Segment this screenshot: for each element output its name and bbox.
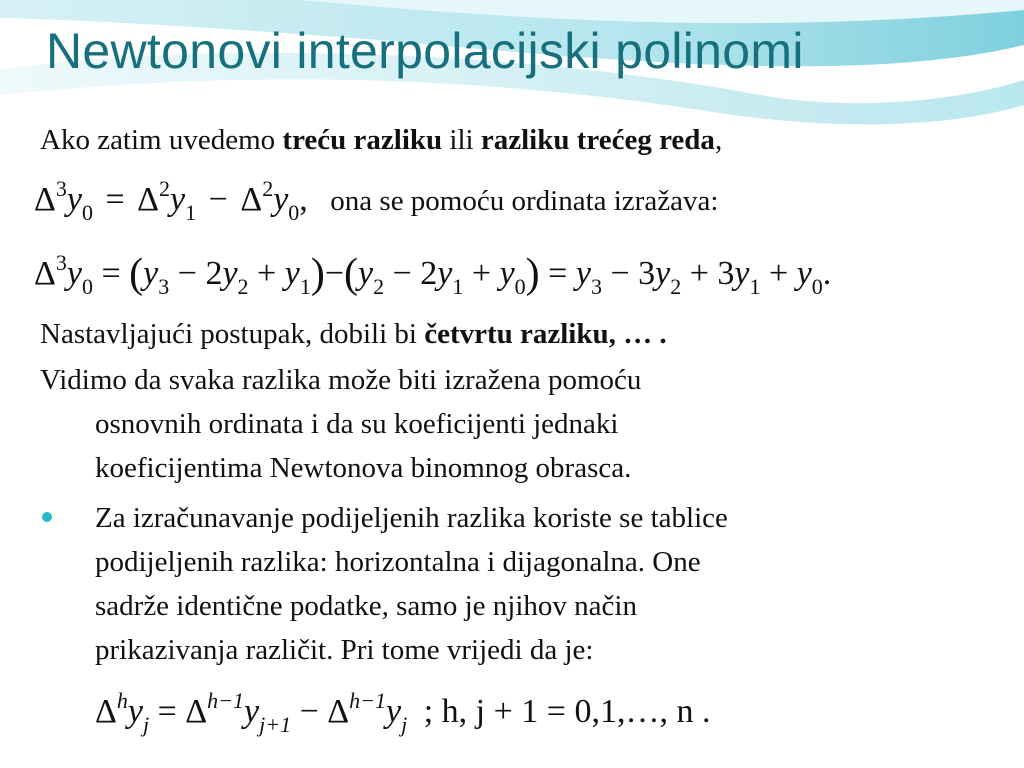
var-y: y <box>655 255 671 292</box>
bold-term-third-difference: treću razliku <box>282 124 443 156</box>
delta-symbol: Δ <box>185 693 208 730</box>
bullet-dot-icon <box>42 512 52 522</box>
coefficient: 2 <box>420 255 438 292</box>
text: Nastavljajući postupak, dobili bi <box>40 318 425 350</box>
slide-body <box>34 118 1000 752</box>
index: 2 <box>237 274 249 299</box>
equals: = <box>157 693 177 730</box>
var-y: y <box>222 255 238 292</box>
var-y: y <box>284 255 300 292</box>
bold-term-fourth-difference: četvrtu razliku <box>424 318 609 350</box>
power: 2 <box>159 176 171 201</box>
minus: − <box>177 255 197 292</box>
index: 1 <box>185 200 197 225</box>
var-y: y <box>796 255 812 292</box>
power: 3 <box>55 176 67 201</box>
index: 0 <box>288 200 300 225</box>
plus: + <box>257 255 277 292</box>
equals: = <box>105 181 125 218</box>
var-y: y <box>499 255 515 292</box>
minus: − <box>610 255 630 292</box>
index: 1 <box>452 274 464 299</box>
var-y: y <box>575 255 591 292</box>
minus: − <box>392 255 412 292</box>
text-line: podijeljenih razlika: horizontalna i dijagonalna. One <box>95 546 701 578</box>
var-y: y <box>66 181 82 218</box>
index: j+1 <box>259 712 292 737</box>
coefficient: 3 <box>717 255 735 292</box>
text-line: koeficijentima Newtonova binomnog obrasca. <box>95 452 632 484</box>
formula-range-text: ; h, j + 1 = 0,1,…, n . <box>423 693 711 730</box>
text-line: Vidimo da svaka razlika može biti izražena pomoću <box>40 364 642 396</box>
text: , … . <box>608 318 667 350</box>
var-y: y <box>143 255 159 292</box>
var-y: y <box>386 693 402 730</box>
coefficient: 2 <box>205 255 223 292</box>
paren: ( <box>344 251 358 297</box>
power: 2 <box>262 176 274 201</box>
bullet-divided-differences <box>40 496 1000 752</box>
index: 0 <box>811 274 823 299</box>
minus: − <box>208 181 228 218</box>
index: j <box>401 712 408 737</box>
var-y: y <box>170 181 186 218</box>
coefficient: 3 <box>638 255 656 292</box>
index: 0 <box>81 200 93 225</box>
paragraph-third-difference <box>40 118 1000 162</box>
delta-symbol: Δ <box>137 181 160 218</box>
plus: + <box>689 255 709 292</box>
var-y: y <box>244 693 260 730</box>
formula-general-difference <box>95 674 1000 752</box>
slide-title: Newtonovi interpolacijski polinomi <box>46 23 804 79</box>
index: 2 <box>670 274 682 299</box>
plus: + <box>769 255 789 292</box>
equals: = <box>548 255 568 292</box>
index: 1 <box>749 274 761 299</box>
var-y: y <box>66 255 82 292</box>
index: 0 <box>81 274 93 299</box>
comma: , <box>299 181 308 218</box>
index: 1 <box>299 274 311 299</box>
delta-symbol: Δ <box>34 255 56 292</box>
delta-symbol: Δ <box>95 693 117 730</box>
var-y: y <box>358 255 374 292</box>
text-line: prikazivanja različit. Pri tome vrijedi da je: <box>95 634 594 666</box>
index: j <box>142 712 150 737</box>
formula-third-difference-expanded <box>34 236 1000 314</box>
formula-third-difference-definition <box>34 162 1000 240</box>
text: Ako zatim uvedemo <box>40 124 283 156</box>
text-line: Za izračunavanje podijeljenih razlika koriste se tablice <box>95 502 728 534</box>
bold-term-third-order-difference: razliku trećeg reda <box>480 124 715 156</box>
minus: − <box>324 255 344 292</box>
equals: = <box>101 255 121 292</box>
paragraph-coefficients <box>40 358 1000 490</box>
var-y: y <box>127 693 143 730</box>
power: h <box>116 688 128 713</box>
paragraph-fourth-difference <box>40 312 1000 356</box>
power: 3 <box>55 250 67 275</box>
formula-explanation-text: ona se pomoću ordinata izražava: <box>330 185 719 217</box>
paren: ) <box>310 251 325 297</box>
index: 2 <box>373 274 385 299</box>
index: 3 <box>158 274 170 299</box>
period: . <box>822 255 832 292</box>
delta-symbol: Δ <box>327 693 350 730</box>
delta-symbol: Δ <box>34 181 56 218</box>
power: h−1 <box>349 688 386 713</box>
text-line: sadrže identične podatke, samo je njihov način <box>95 590 637 622</box>
var-y: y <box>734 255 750 292</box>
minus: − <box>299 693 319 730</box>
text-line: osnovnih ordinata i da su koeficijenti jednaki <box>95 408 619 440</box>
text: , <box>714 124 723 156</box>
power: h−1 <box>207 688 245 713</box>
paren: ( <box>129 251 144 297</box>
plus: + <box>471 255 492 292</box>
text: ili <box>442 124 481 156</box>
paren: ) <box>525 251 540 297</box>
delta-symbol: Δ <box>240 181 263 218</box>
var-y: y <box>437 255 453 292</box>
var-y: y <box>273 181 289 218</box>
index: 3 <box>590 274 602 299</box>
index: 0 <box>514 274 526 299</box>
